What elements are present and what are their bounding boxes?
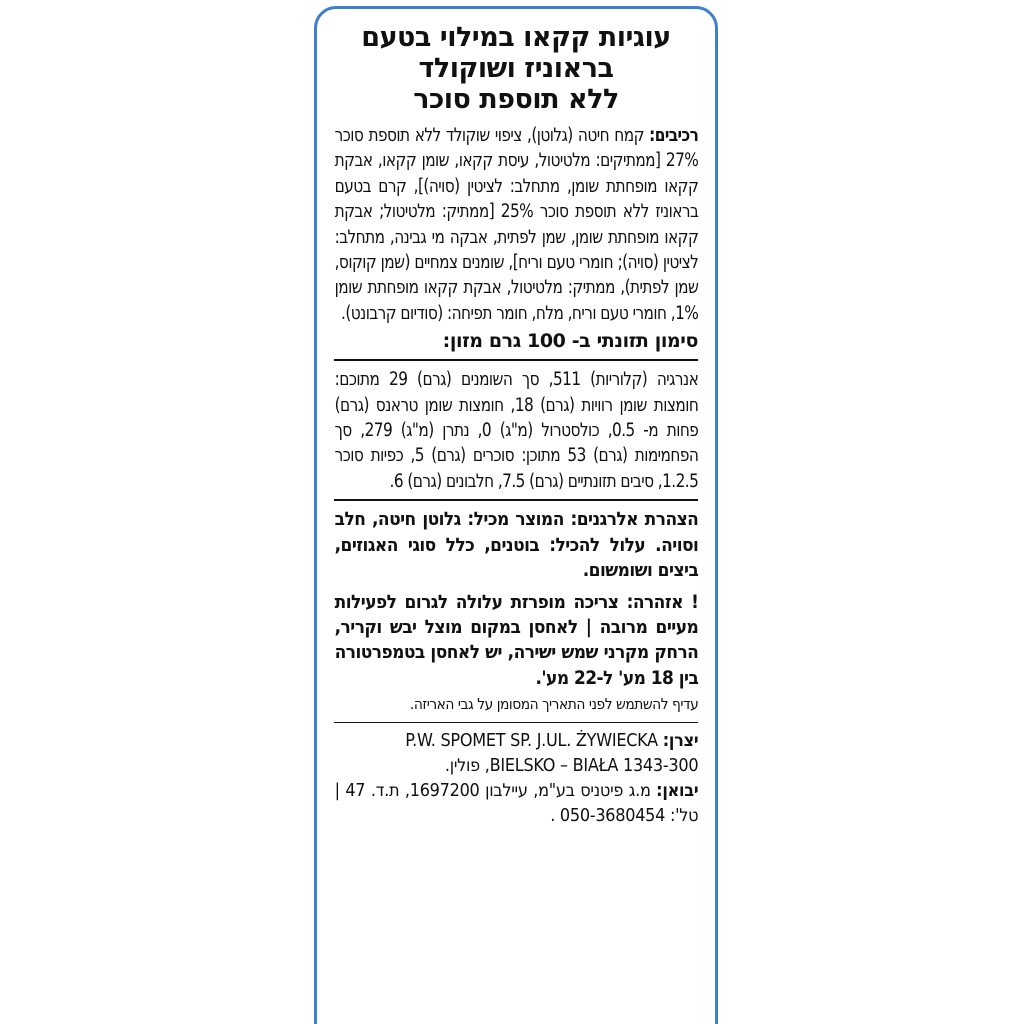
divider-line (334, 359, 698, 361)
product-title-line-1: עוגיות קקאו במילוי בטעם (361, 22, 671, 53)
manufacturer-label: יצרן: (662, 731, 698, 752)
product-title-line-2: בראוניז ושוקולד (418, 53, 614, 84)
product-title-line-3: ללא תוספת סוכר (413, 84, 619, 115)
importer-details: מ.ג פיטניס בע"מ, עיילבון 1697200, ת.ד. 47 | טל': 050-3680454 . (334, 781, 698, 827)
nutrition-facts: אנרגיה (קלוריות) 511, סך השומנים (גרם) 29 מתוכם: חומצות שומן רוויות (גרם) 18, חומצות שומן טראנס (גרם) פחות מ- 0.5, כולסטרול (מ"ג) 0, נתרן (מ"ג) 279, סך הפחמימות (גרם) 53 מתוכן: סוכרים (גרם) 5, כפיות סוכר 1.2.5, סיבים תזונתיים (גרם) 7.5, חלבונים (גרם) 6. (334, 369, 699, 492)
importer-block (334, 779, 698, 829)
best-before-note: עדיף להשתמש לפני התאריך המסומן על גבי האריזה. (409, 695, 698, 714)
product-title (334, 22, 698, 115)
manufacturer-address: 1343-300 BIELSKO – BIAŁA, פולין. (444, 756, 698, 777)
ingredients-label: רכיבים: (648, 125, 699, 146)
warning-text: ! אזהרה: צריכה מופרזת עלולה לגרום לפעילות מעיים מרובה | לאחסן במקום מוצל יבש וקריר, הרחק מקרני שמש ישירה, יש לאחסן בטמפרטורה בין 18 מע' ל-22 מע'. (334, 591, 698, 689)
manufacturer-name: P.W. SPOMET SP. J.UL. ŻYWIECKA (404, 731, 658, 752)
divider-line (334, 499, 698, 501)
divider-line (334, 722, 698, 723)
nutrition-heading: סימון תזונתי ב- 100 גרם מזון: (442, 330, 698, 353)
nutrition-label (334, 22, 698, 829)
ingredients-text: קמח חיטה (גלוטן), ציפוי שוקולד ללא תוספת סוכר 27% [ממתיקים: מלטיטול, עיסת קקאו, שומן קקאו, אבקת קקאו מופחתת שומן, מתחלב: לציטין (סויה)], קרם בטעם בראוניז ללא תוספת סוכר 25% [ממתיק: מלטיטול; אבקת קקאו מופחתת שומן, שמן לפתית, אבקה מי גבינה, מתחלב: לציטין (סויה); חומרי טעם וריח], שומנים צמחיים (שמן קוקוס, שמן לפתית), ממתיק: מלטיטול, אבקת קקאו מופחתת שומן 1%, חומרי טעם וריח, מלח, חומר תפיחה: (סודיום קרבונט). (334, 125, 698, 324)
allergen-statement: הצהרת אלרגנים: המוצר מכיל: גלוטן חיטה, חלב וסויה. עלול להכיל: בוטנים, כלל סוגי האגוזים, ביצים ושומשום. (334, 509, 698, 582)
importer-label: יבואן: (655, 781, 698, 802)
manufacturer-block (334, 729, 698, 779)
ingredients-section (334, 123, 698, 326)
